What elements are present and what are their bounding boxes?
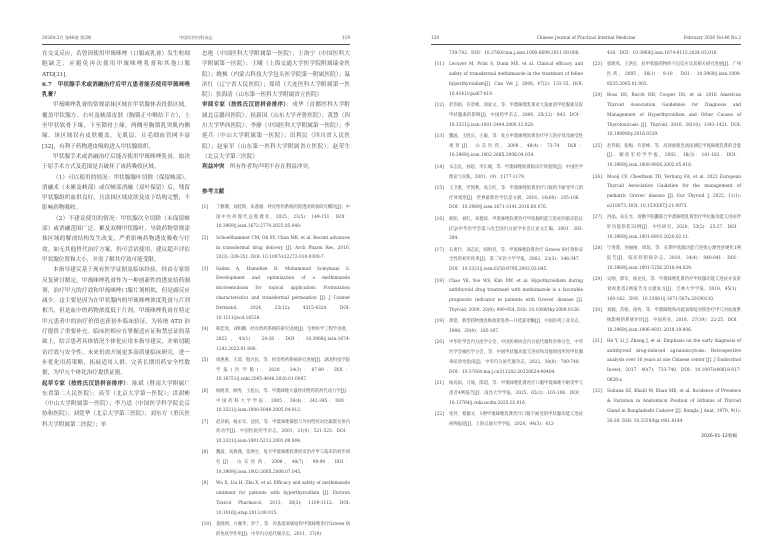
right-page xyxy=(391,0,782,546)
issue-info: February 2026 Vol.46 No.2 xyxy=(683,35,741,40)
running-header-right xyxy=(431,34,741,45)
reference-item: [32] Sultana SZ, Khalil M, Khan MK, et al. Incidence of Presence & Variation in Anatomical Position of Isthmus of Thyroid Gland in Bangladeshi Cadaver [J]. Bangla J Anat, 1970, 9(1): 26-28. DOI: 10.3329/bja.v9i1.8144 xyxy=(593,389,741,424)
reviewers-list: ：成华（首都医科大学附属北京潞河医院）；侯新国（山东大学齐鲁医院）；黄慧（四川大学华西医院）；李静（中国医科大学附属第一医院）；李延兵（中山大学附属第一医院）；田利民（四川省人民医院）；赵家军（山东第一医科大学附属省立医院）；赵荣生（北京大学第三医院） xyxy=(202,102,350,160)
paragraph: 甲状腺手术或消融治疗后能否使用甲巯咪唑乳膏，取决于原手术方式及范围是否破坏了该药吸收区域。 xyxy=(42,153,190,171)
reference-item: [20] 中华医学会内分泌学分会，中国医师协会内分泌代谢科医师分会，中华医学会核医学分会，等．中国甲状腺功能亢进症和其他原因所致甲状腺毒症诊治指南[J]．中华内分泌代谢杂志，2022，38(8)：700-748．DOI：10.3760/cma.j.cn311282-20220624-00404. xyxy=(435,340,583,375)
drafting-experts-continued: 忠艳（中国医科大学附属第一医院）；王洛宁（中国医科大学附属第一医院）；王曦（上海交通大学医学院附属瑞金医院）；姚枫（内蒙古科技大学包头医学院第一附属医院）；温滨红（辽宁省人民医院）；郑倩（大连医科大学附属第一医院）；张海清（山东第一医科大学附属省立医院） xyxy=(202,51,350,99)
reference-item: [3] Salimi A, Hamidieh H, Mohammad Soleymani S. Development and optimization of a methimazole microemulsion for topical application: Formulation characteristics and transdermal permeation [J]. J Cosmet Dermatol, 2024, 23(12): 4315-4324. DOI: 10.1111/jocd.16528. xyxy=(202,266,350,321)
reference-item: [21] 杨高雨，马迪，郎超，等．甲巯咪唑乳膏治疗口服甲巯咪唑不耐受甲亢患者4例报告[J]．南昌大学学报，2025，65(2)：103-106．DOI：10.13764/j.cnki.ncdm.2025.02.016. xyxy=(435,381,583,406)
reference-item: [13] 魏波，王胜庆，王敏，等．复方甲巯咪唑软膏治疗甲亢的疗效及耐受性观察[J]．山东医药，2008，48(4)：73-74．DOI：10.3969/j.issn.1002-266X.2008.04.034. xyxy=(435,133,583,159)
page-number: 120 xyxy=(431,35,439,40)
reference-item: [2] Schoellhammer CM, Oh SY, Chan MK, et al. Recent advances in transdermal drug delivery [J]. Arch Pharm Res, 2010, 33(3): 339-351. DOI: 10.1007/s12272-010-0300-7. xyxy=(202,235,350,261)
reference-item: [8] 魏波，高燕燕，张焕生．复方甲巯咪唑软膏经皮治疗甲亢临床的初步研究[J]．山东医药，2008，48(7)：98-99．DOI：10.3969/j.issn.1002-266X.2008.07.045. xyxy=(202,450,350,476)
journal-title: 中国实用内科杂志 xyxy=(179,35,213,40)
reference-item: [14] 宋志民，孙超，李长城，等．甲巯咪唑软膏临床疗效观察[J]．中国医学理论与实践，2001，(9)：1177-1179. xyxy=(435,164,583,180)
reference-item: [22] 张铃，蔡薇文．1例甲巯咪唑乳膏治疗口服不耐受的甲状腺功能亢进症病例报道[J]．上海交通大学学报，2024，44(3)：412- xyxy=(435,411,583,427)
reference-item: [10] 姜晓明，方佩华，李宁，等．丙基硫氧嘧啶和甲巯咪唑治疗Graves 病的免疫学作用[J]．中华内分泌代谢杂志，2011，27(9)： xyxy=(202,522,350,537)
drafting-experts-label: 起草专家（按姓氏汉语拼音排序） xyxy=(42,380,127,387)
paragraph: （1）可以使用的情况：甲状腺腺叶切除（保留峡部）、消融术（未累及峡部）或仅峡部消融（双叶保留）后，残留甲状腺组织血供良好，且涂抹区域皮肤及皮下结构完整，不影响药物吸收。 xyxy=(42,174,190,212)
reference-item: [9] Wu X, Liu H, Zhu X, et al. Efficacy and safety of methimazole ointment for patients with hyperthyroidism [J]. Environ Toxicol Pharmacol, 2013, 36(3): 1109-1112. DOI: 10.1016/j.etap.2013.09.015. xyxy=(202,481,350,516)
conflict-of-interest xyxy=(202,162,350,172)
conflict-text: 所有作者均声明不存在利益冲突。 xyxy=(229,164,314,171)
paragraph: 甲巯咪唑乳膏的常规涂抹区域在甲状腺体表投影区域，覆盖甲状腺左、右叶及峡部皮肤（胸锁正中喉结下方），上至甲状软骨下缘，下至锁骨上缘，两侧至胸锁乳突肌内侧缘。该区域仅有皮肤覆盖，无肌层，且毛细血管网丰富[32]，有利于药物透皮吸收进入甲状腺组织。 xyxy=(42,102,190,150)
reference-item: [26] Mooij CF, Cheetham TD, Verburg FA, et al. 2022 European Thyroid Association Guideline for the management of pediatric Graves' disease [J]. Eur Thyroid J, 2022, 11(1): e210073. DOI: 10.1530/ETJ-21-0073. xyxy=(593,174,741,209)
paragraph-conclusion: 本指导建议基于现有医学证据及临床经验，经由专家组反复研讨制定。甲巯咪唑乳膏作为一种创新性的透皮给药制剂，治疗甲亢的疗效和甲巯咪唑口服片剂相似，但是副反应减少。这主要是因为在甲状腺内的甲巯咪唑浓度乳膏与片剂相当，但是血中的药物浓度低于片剂。甲巯咪唑乳膏在特定甲亢患者中的治疗价值也获初步临床验证，为传统 ATD 治疗提供了重要补充。临床医师应在掌握适应证和禁忌证的基础上，结合患者具体情况个体化应用本指导建议，并密切随访疗效与安全性。未来仍需开展更多高质量临床研究，进一步优化用药策略，拓展适用人群、完善长期用药安全性数据，为甲亢个体化治疗提供证据。 xyxy=(42,267,190,377)
reference-item: [28] 宁秀蓉，何丽丽，周琼，等．长期甲状腺功能亢进致心源性肝硬化1例报告[J]．临床肝胆病杂志，2018，34(4)：840-841．DOI：10.3969/j.issn.1001-5256.2018.04.029. xyxy=(593,246,741,271)
conflict-label: 利益冲突 xyxy=(202,164,225,171)
drafting-experts xyxy=(42,379,190,430)
reference-item: [11] Lécuyer M, Prini S, Dunn ME, et al. Clinical efficacy and safety of transdermal methimazole in the treatment of feline hyperthyroidism[J]. Can Vet J, 2006, 47(2): 131-35. DOI: 10.4141/cjas67-019. xyxy=(435,62,583,97)
reference-item: [29] 吴刚，郎军，杨克民，等．甲巯咪唑乳膏治疗甲状腺功能亢进症并发肝衰竭患者2例报告及文献复习[J]．吉林大学学报，2019，45(1)：160-162．DOI：10.13481/j.1671-587x.20190130. xyxy=(593,277,741,302)
right-column-2-references xyxy=(593,49,741,442)
reference-item: 739-742．DOI：10.3760/cma.j.issn.1000-6699.2011.09.008. xyxy=(449,51,580,56)
page-number: 119 xyxy=(342,35,350,40)
reference-item: [24] Ross DS, Burch HB, Cooper DS, et al. 2016 American Thyroid Association Guidelines for Diagnosis and Management of Hyperthyroidism and Other Causes of Thyrotoxicosis [J]. Thyroid, 2016, 26(10): 1343-1421. DOI: 10.1089/thy.2016.0229. xyxy=(593,93,741,138)
issue-info: 2026年2月 第46卷 第2期 xyxy=(42,35,92,40)
reference-item: [16] 欧阳，刘红，朱德琼．甲巯咪唑软膏治疗甲状腺机能亢进症的临床验证[C]//中华医学会第六次全国内分泌学术会议论文汇编，2001：383-384. xyxy=(435,216,583,242)
reference-list xyxy=(202,203,350,540)
reference-item: [12] 赵伟娟，许景峰，刘家文，等．甲巯咪唑乳膏对大鼠血清甲状腺素及促甲状腺素的影响[J]．中国药学杂志，2000，35(12)：843．DOI：10.3321/j.issn:1001-2494.2000.12.028. xyxy=(435,102,583,128)
paragraph: （2）不建议使用的情况：甲状腺次全切除（未保留峡部）或消融范围广泛、累及双侧甲状腺叶，导致药物常规涂抹区域的解剖结构发生改变，严重影响药物透皮吸收与疗效。如无其他替代治疗方案，仍可尝试使用，建议超声评估甲状腺位置和大小，并需了解其疗效可能受限。 xyxy=(42,215,190,263)
reference-item: [4] 韩佳琦，刘和鹏．经皮给药系统的研究进展[J]．生物医学工程学进展，2022，43(1)：24-28．DOI：10.3969/j.issn.1674-1242.2022.01.006. xyxy=(202,326,350,352)
reference-item: [17] 石勇伶，刘志民，阎明君，等．甲巯咪唑软膏治疗 Graves 病疗效和安全性的初步结果[J]．第二军医大学学报，2002，23(3)：346-347．DOI：10.3321/j.issn:0258-879X.2002.03.045. xyxy=(435,247,583,273)
reference-item: [18] Chao YK, Yoo WS, Kim DW, et al. Hypothyroidism during antithyroid drug treatment with methimazole is a favorable prognostic indicator in patients with Graves' disease [J]. Thyroid, 2009, 20(9): 949-954. DOI: 10.1089/thy.2009.0126. xyxy=(435,278,583,313)
right-column-1-references xyxy=(435,49,583,431)
running-header-left xyxy=(42,34,350,45)
section-heading-6-7: 6.7 甲状腺手术或消融治疗后甲亢患者能否使用甲巯咪唑乳膏？ xyxy=(42,81,190,99)
left-column-2 xyxy=(202,49,350,541)
reference-item: [23] 崔晓凤，王洪民．抗甲状腺药物的不良反应及其相关研究进展[J]．广州医药，2005，36(1)：8-10．DOI：10.3969/j.issn.1000-8535.2005.01.005. xyxy=(593,62,741,87)
paragraph: 在交叉反应，若曾因使用甲巯咪唑（口服或乳膏）发生粒细胞缺乏，应避免再次使用甲巯咪唑乳膏和其他口服 ATD[31]。 xyxy=(42,51,190,78)
references-heading: 参考文献 xyxy=(202,188,225,195)
left-column-1 xyxy=(42,49,190,430)
reference-item: [31] He Y, Li J, Zheng J, et al. Emphasis on the early diagnosis of antithyroid drug-induced agranulocytosis: Retrospective analysis over 16 years at one Chinese center [J]. J Endocrinol Invest, 2017, 40(7): 733-740. DOI: 10.1007/s40618-017-0626-x. xyxy=(593,338,741,383)
reference-item: [5] 周惠惠，王琼，殷兴民，等．经皮给药系统研究进展[J]．湖北科技学院学报(医学版)，2020，34(1)：87-89．DOI：10.16751/j.cnki.2095-4646.2020.01.0087. xyxy=(202,357,350,383)
reference-item: [30] 刘颖，苏娟，徐冉，等．甲巯咪唑和丙硫氧嘧啶对照治疗甲亢对血液系统影响的系统评价[J]．中国药业，2018，27(19)：22-25．DOI：10.3969/j.issn.1006-4931.2018.19.006. xyxy=(593,307,741,333)
reference-item: [1] 丁雅珊，刘桂新，朱荔刚．经皮给药系统的促透皮吸收研究概况[J]．中国中医药现代远程教育，2025，23(5)：149-151．DOI：10.3969/j.issn.1672-2779.2025.05.048. xyxy=(202,204,350,230)
reference-item: [19] 黄铠．新型药物透皮吸收促进剂—月桂氮䓬酮[J]．中国医药工业杂志，1988，20(4)：185-187. xyxy=(435,319,583,335)
reviewers-label: 审阅专家（按姓氏汉语拼音排序） xyxy=(202,102,287,109)
drafting-experts-list: ：陈斌（暨南大学附属广东省第二人民医院）；高莹（北京大学第一医院）；洪澍彬（中山大学附属第一医院）；李乃适（中国医学科学院北京协和医院）；刘爱华（北京大学第三医院）；刘东方（重庆医科大学附属第二医院）；单 xyxy=(42,380,190,428)
reference-item: [7] 赵萍娟，杨永军，沈钧，等．甲巯咪唑凝胶与外用给药对比凝胶及体内药动学[J]．中国医院药学杂志，2001，21(9)：521-523．DOI：10.3321/j.issn:1001-5213.2001.09.004. xyxy=(202,419,350,445)
reference-item: [27] 洪晶，朱长允．清糖平胶囊联合甲巯咪唑乳膏治疗甲状腺功能亢进症伴肝功能损伤32例[J]．中医研究，2020，33(2)：25-27．DOI：10.3969/j.issn.1001-6910.2020.02.11. xyxy=(593,215,741,240)
reference-item: 416．DOI：10.3969/j.issn.1674-8115.2024.03.016. xyxy=(607,51,718,56)
journal-title-english: Chinese Journal of Practical Internal Medicine xyxy=(536,35,636,40)
received-date-stamp: 2026-01-12收稿 xyxy=(701,434,737,440)
reference-item: [15] 王卫胜，罗凯利，高玉红，等．甲巯咪唑软膏治疗口服药不耐受甲亢的疗效观察[J]．世界最新医学信息文摘，2016，16(60)：105-106．DOI：10.3969/j.issn.1671-3141.2016.60.076. xyxy=(435,185,583,211)
reference-item: [6] 杨晓菲，顾秀，王松岳，等．甲巯咪唑大鼠经皮给药的药代动力学[J]．中国药科大学学报，2005，36(4)：342-345．DOI：10.3321/j.issn:1000-5048.2005.04.012. xyxy=(202,388,350,414)
reviewers xyxy=(202,100,350,162)
reference-item: [25] 赵伟娟，张梅，许景峰，等．高效液相色谱法测定甲巯咪唑乳膏的含量[J]．解放军药学学报，2002，18(3)：181-182．DOI：10.3969/j.issn.1008-9926.2002.05.018. xyxy=(593,143,741,169)
